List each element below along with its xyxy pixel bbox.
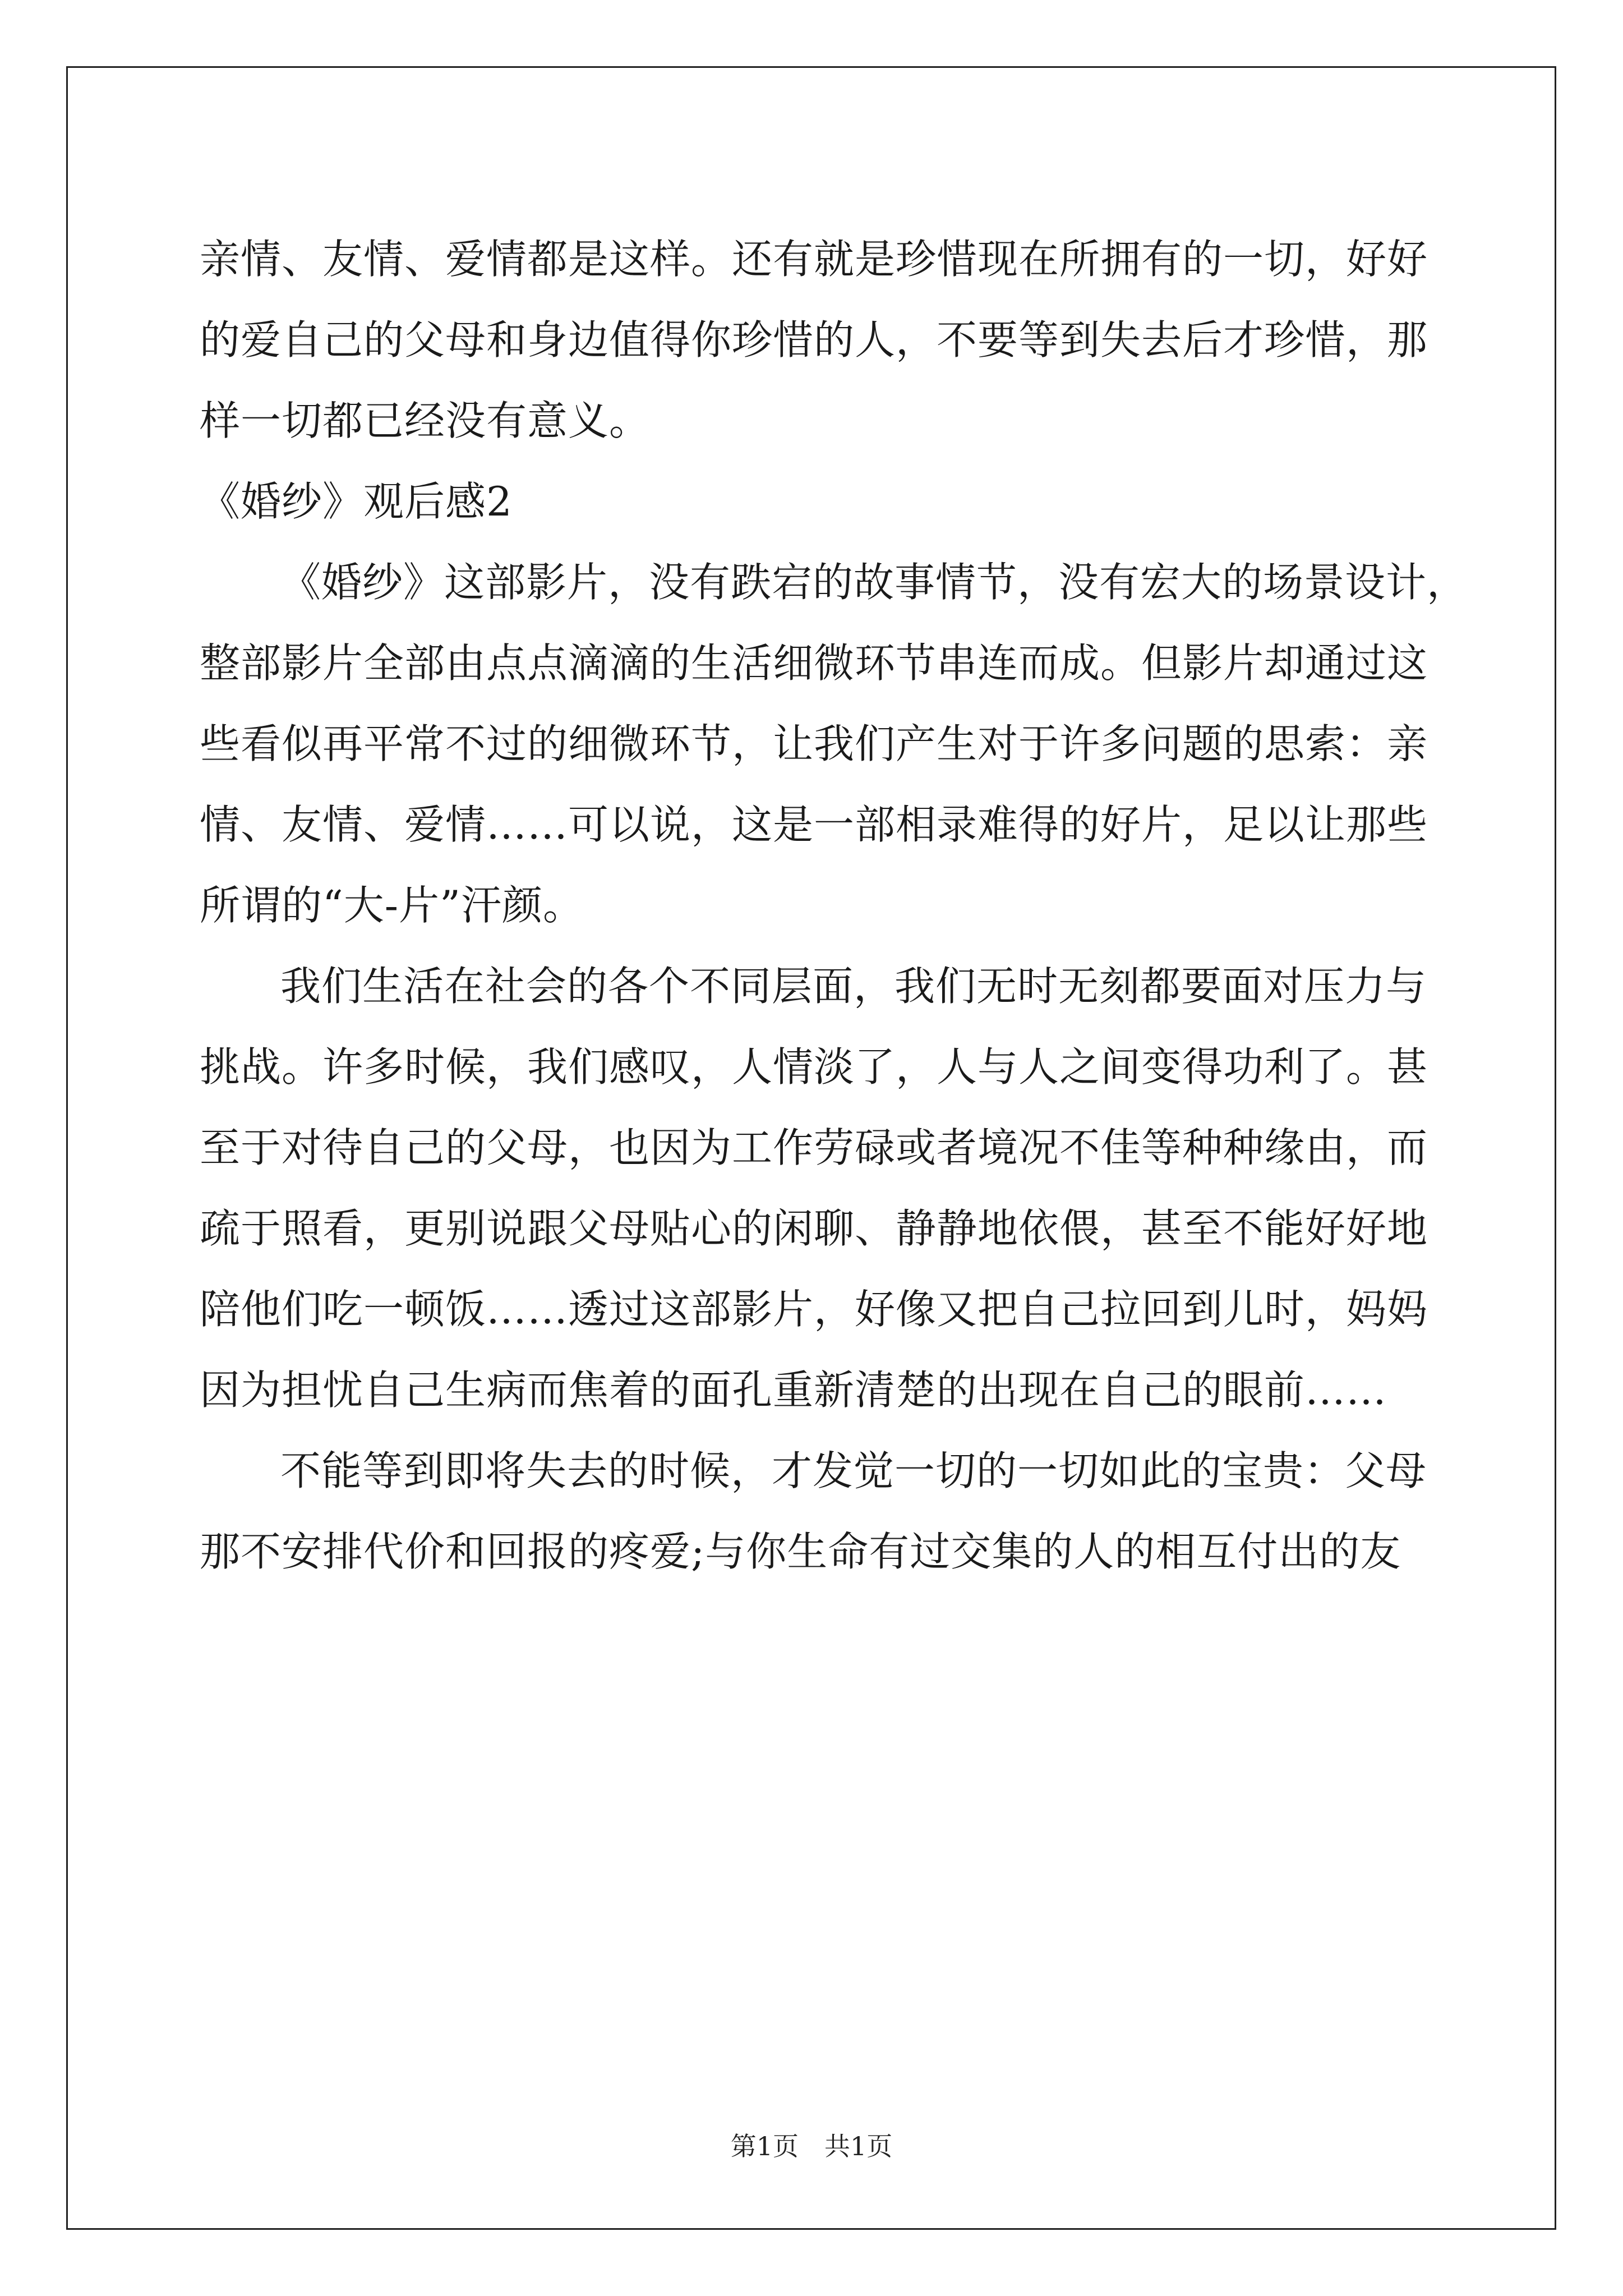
text-line: 那不安排代价和回报的疼爱;与你生命有过交集的人的相互付出的友: [200, 1528, 1401, 1575]
text-line: 所谓的“大-片”汗颜。: [200, 882, 584, 929]
document-body: [200, 219, 1468, 1592]
text-line: 《婚纱》这部影片，没有跌宕的故事情节，没有宏大的场景设计，: [280, 559, 1468, 606]
text-line: 样一切都已经没有意义。: [200, 397, 651, 444]
section-heading: 《婚纱》观后感2: [200, 478, 513, 525]
text-line: 疏于照看，更别说跟父母贴心的闲聊、静静地依偎，甚至不能好好地: [200, 1205, 1428, 1252]
text-line: 至于对待自己的父母，也因为工作劳碌或者境况不佳等种种缘由，而: [200, 1124, 1428, 1171]
page-number: 第1页 共1页: [730, 2131, 893, 2161]
text-line: 些看似再平常不过的细微环节，让我们产生对于许多问题的思索：亲: [200, 720, 1428, 767]
text-line: 陪他们吃一顿饭……透过这部影片，好像又把自己拉回到儿时，妈妈: [200, 1286, 1428, 1333]
text-line: 亲情、友情、爱情都是这样。还有就是珍惜现在所拥有的一切，好好: [200, 236, 1428, 283]
text-line: 不能等到即将失去的时候，才发觉一切的一切如此的宝贵：父母: [280, 1447, 1427, 1494]
text-line: 情、友情、爱情……可以说，这是一部相录难得的好片，足以让那些: [200, 801, 1428, 848]
text-line: 挑战。许多时候，我们感叹，人情淡了，人与人之间变得功利了。甚: [200, 1043, 1428, 1091]
text-line: 的爱自己的父母和身边值得你珍惜的人，不要等到失去后才珍惜，那: [200, 316, 1428, 364]
text-line: 整部影片全部由点点滴滴的生活细微环节串连而成。但影片却通过这: [200, 639, 1428, 687]
text-line: 因为担忧自己生病而焦着的面孔重新清楚的出现在自己的眼前……: [200, 1366, 1387, 1414]
text-line: 我们生活在社会的各个不同层面，我们无时无刻都要面对压力与: [280, 963, 1427, 1010]
